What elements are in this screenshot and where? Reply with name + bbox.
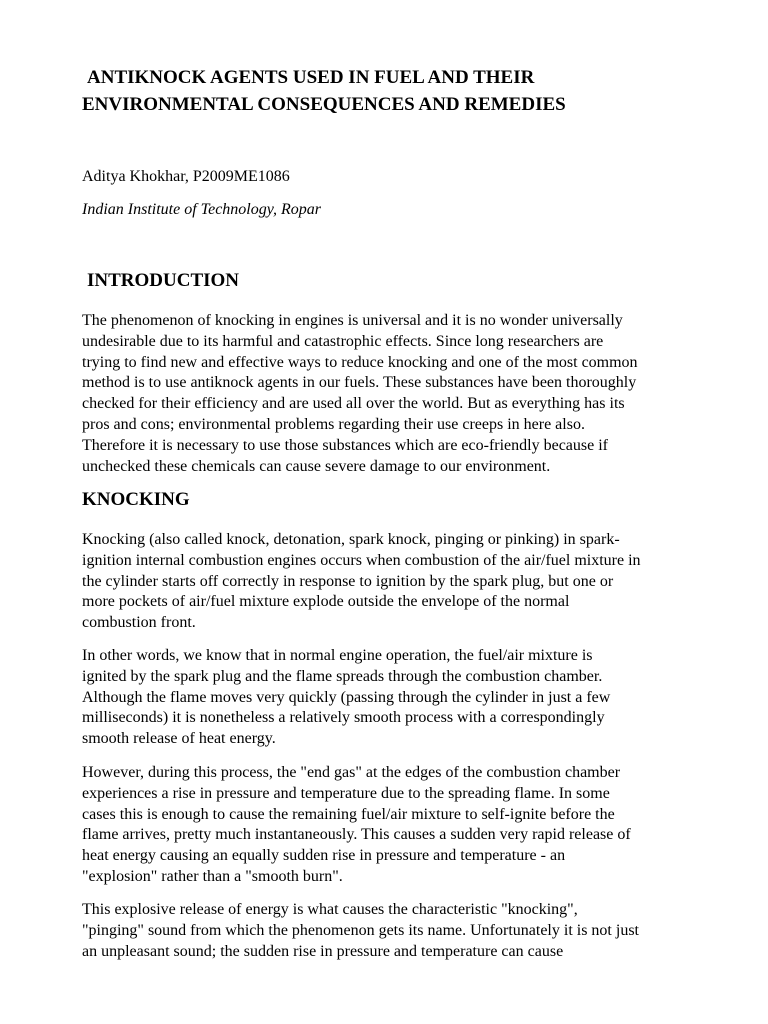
author-line: Aditya Khokhar, P2009ME1086 — [82, 168, 290, 185]
text-line: the cylinder starts off correctly in response to ignition by the spark plug, but one or — [82, 572, 614, 590]
text-line: In other words, we know that in normal engine operation, the fuel/air mixture is — [82, 647, 593, 664]
title-line-1: ANTIKNOCK AGENTS USED IN FUEL AND THEIR — [87, 67, 535, 88]
text-line: ignition internal combustion engines occurs when combustion of the air/fuel mixture in — [82, 551, 641, 569]
section-heading-knocking: KNOCKING — [82, 489, 190, 510]
text-line: Although the flame moves very quickly (passing through the cylinder in just a few — [82, 688, 611, 706]
text-line: combustion front. — [82, 614, 196, 632]
text-line: Therefore it is necessary to use those substances which are eco-friendly because if — [82, 436, 609, 454]
document-title — [82, 64, 722, 118]
paragraph-end-gas — [82, 763, 722, 888]
paragraph-introduction — [82, 311, 722, 477]
text-line: experiences a rise in pressure and temperature due to the spreading flame. In some — [82, 784, 610, 802]
text-line: cases this is enough to cause the remaining fuel/air mixture to self-ignite before the — [82, 805, 615, 823]
affiliation-line: Indian Institute of Technology, Ropar — [82, 201, 321, 218]
text-line: heat energy causing an equally sudden rise in pressure and temperature - an — [82, 847, 566, 865]
paragraph-normal-operation — [82, 646, 722, 750]
text-line: ignited by the spark plug and the flame spreads through the combustion chamber. — [82, 667, 603, 685]
text-line: However, during this process, the "end gas" at the edges of the combustion chamber — [82, 764, 621, 781]
text-line: an unpleasant sound; the sudden rise in pressure and temperature can cause — [82, 942, 564, 960]
text-line: more pockets of air/fuel mixture explode outside the envelope of the normal — [82, 593, 570, 611]
text-line: "pinging" sound from which the phenomenon gets its name. Unfortunately it is not just — [82, 921, 639, 939]
text-line: milliseconds) it is nonetheless a relatively smooth process with a correspondingly — [82, 709, 605, 727]
text-line: unchecked these chemicals can cause severe damage to our environment. — [82, 457, 551, 475]
text-line: flame arrives, pretty much instantaneously. This causes a sudden very rapid release of — [82, 826, 631, 844]
text-line: trying to find new and effective ways to reduce knocking and one of the most common — [82, 353, 638, 371]
paragraph-knocking-definition — [82, 530, 722, 634]
paragraph-explosive-release — [82, 900, 722, 962]
text-line: smooth release of heat energy. — [82, 730, 276, 748]
text-line: This explosive release of energy is what causes the characteristic "knocking", — [82, 901, 578, 918]
section-heading-introduction: INTRODUCTION — [87, 270, 240, 291]
text-line: "explosion" rather than a "smooth burn". — [82, 867, 343, 885]
text-line: checked for their efficiency and are used all over the world. But as everything has its — [82, 395, 625, 413]
text-line: undesirable due to its harmful and catastrophic effects. Since long researchers are — [82, 332, 604, 350]
text-line: The phenomenon of knocking in engines is universal and it is no wonder universally — [82, 312, 623, 329]
text-line: Knocking (also called knock, detonation, spark knock, pinging or pinking) in spark- — [82, 531, 620, 548]
title-line-2: ENVIRONMENTAL CONSEQUENCES AND REMEDIES — [82, 94, 566, 115]
text-line: method is to use antiknock agents in our fuels. These substances have been thoroughly — [82, 374, 637, 392]
text-line: pros and cons; environmental problems regarding their use creeps in here also. — [82, 415, 585, 433]
